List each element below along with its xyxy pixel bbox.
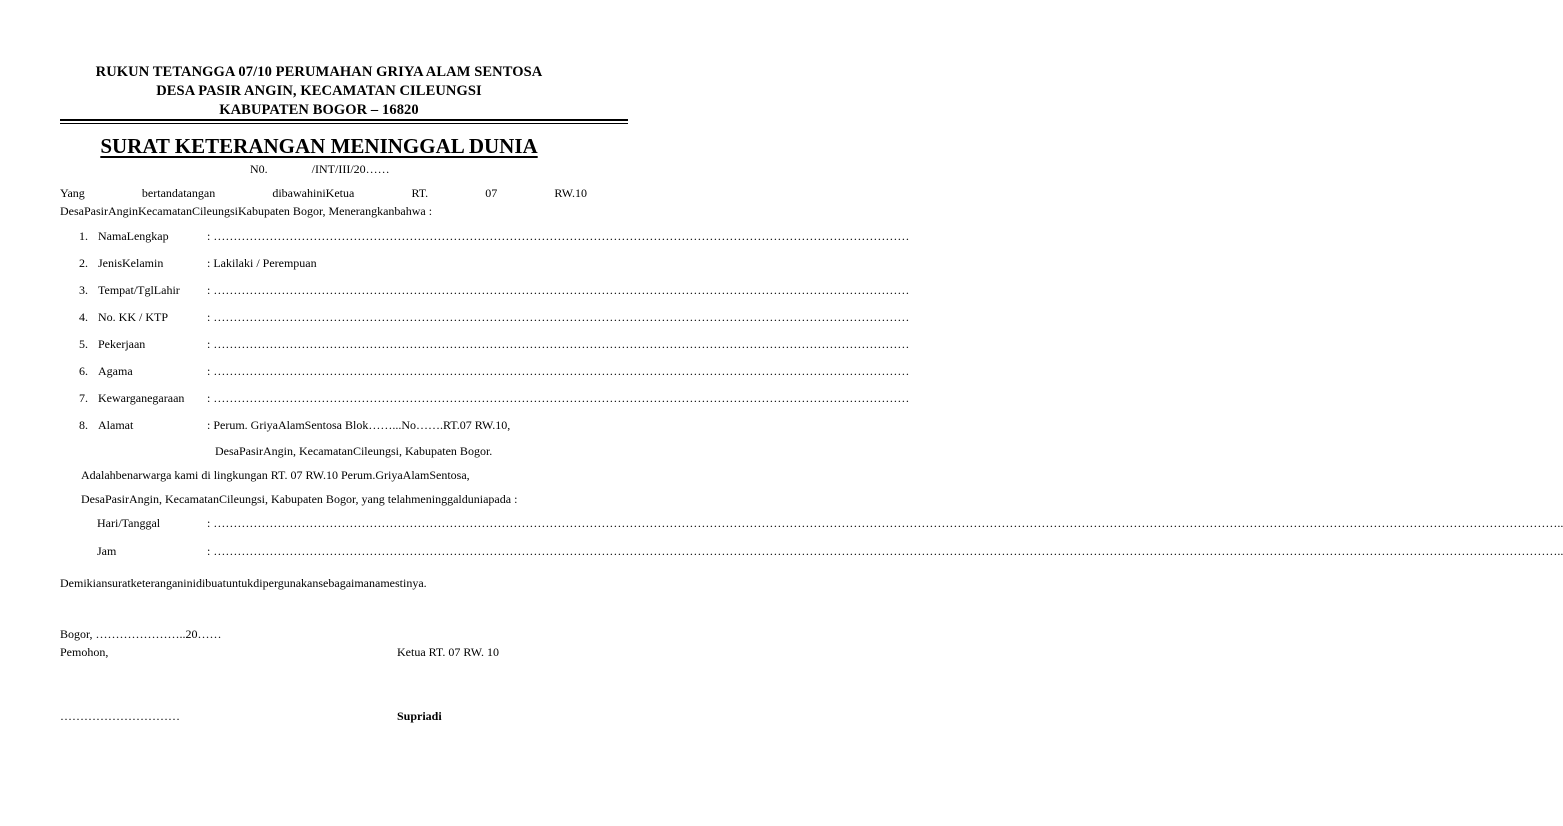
applicant-name-blank: ………………………… <box>60 709 180 723</box>
field-label: Alamat <box>98 418 134 432</box>
death-date-value: : ………………………………………………………………………………………………………………………………………………………………………………………………………………………………………………………………………………………………………….. <box>207 516 1563 530</box>
field-number: 7. <box>79 391 88 405</box>
field-label: Kewarganegaraan <box>98 391 185 405</box>
field-value: : ………………………………………………………………………………………………………………………………………………………… <box>207 391 910 405</box>
statement-line-2: DesaPasirAngin, KecamatanCileungsi, Kabupaten Bogor, yang telahmeninggalduniapada : <box>81 492 518 506</box>
statement-line-1: Adalahbenarwarga kami di lingkungan RT. 07 RW.10 Perum.GriyaAlamSentosa, <box>81 468 470 482</box>
field-value: : ………………………………………………………………………………………………………………………………………………………… <box>207 337 910 351</box>
field-label: Pekerjaan <box>98 337 146 351</box>
header-line-3: KABUPATEN BOGOR – 16820 <box>219 102 419 118</box>
death-time-value: : ………………………………………………………………………………………………………………………………………………………………………………………………………………………………………………………………………………………………………….. <box>207 544 1563 558</box>
field-number: 4. <box>79 310 88 324</box>
field-number: 2. <box>79 256 88 270</box>
field-number: 3. <box>79 283 88 297</box>
place-date: Bogor, …………………..20…… <box>60 627 222 641</box>
field-value: : Lakilaki / Perempuan <box>207 256 317 270</box>
field-label: No. KK / KTP <box>98 310 169 324</box>
number-prefix: N0. <box>250 162 268 176</box>
applicant-role: Pemohon, <box>60 645 109 659</box>
field-number: 1. <box>79 229 88 243</box>
document-number <box>250 162 390 177</box>
signer-name: Supriadi <box>397 709 442 723</box>
closing-statement: Demikiansuratketeranganinidibuatuntukdipergunakansebagaimanamestinya. <box>60 576 427 590</box>
header-line-1: RUKUN TETANGGA 07/10 PERUMAHAN GRIYA ALAM SENTOSA <box>95 64 543 80</box>
field-value: : ………………………………………………………………………………………………………………………………………………………… <box>207 283 910 297</box>
death-date-label: Hari/Tanggal <box>97 516 161 530</box>
field-value: : ………………………………………………………………………………………………………………………………………………………… <box>207 364 910 378</box>
intro-line-2: DesaPasirAnginKecamatanCileungsiKabupaten Bogor, Menerangkanbahwa : <box>60 204 433 218</box>
header-line-2: DESA PASIR ANGIN, KECAMATAN CILEUNGSI <box>156 83 482 99</box>
address-line-2: DesaPasirAngin, KecamatanCileungsi, Kabupaten Bogor. <box>215 444 493 458</box>
signer-role: Ketua RT. 07 RW. 10 <box>397 645 499 659</box>
number-suffix: /INT/III/20…… <box>311 162 390 176</box>
field-value: : ………………………………………………………………………………………………………………………………………………………… <box>207 310 910 324</box>
field-value: : ………………………………………………………………………………………………………………………………………………………… <box>207 229 910 243</box>
field-label: Tempat/TglLahir <box>98 283 180 297</box>
death-time-label: Jam <box>97 544 117 558</box>
header-rule-thick <box>60 119 628 121</box>
field-label: JenisKelamin <box>98 256 164 270</box>
field-label: Agama <box>98 364 133 378</box>
field-number: 8. <box>79 418 88 432</box>
field-label: NamaLengkap <box>98 229 169 243</box>
field-number: 5. <box>79 337 88 351</box>
field-number: 6. <box>79 364 88 378</box>
header-rule-thin <box>60 123 628 124</box>
field-value: : Perum. GriyaAlamSentosa Blok……...No…….RT.07 RW.10, <box>207 418 511 432</box>
document-title: SURAT KETERANGAN MENINGGAL DUNIA <box>100 134 538 158</box>
intro-line-1: Yang bertandatangan dibawahiniKetua RT. 07 RW.10 <box>60 186 587 200</box>
